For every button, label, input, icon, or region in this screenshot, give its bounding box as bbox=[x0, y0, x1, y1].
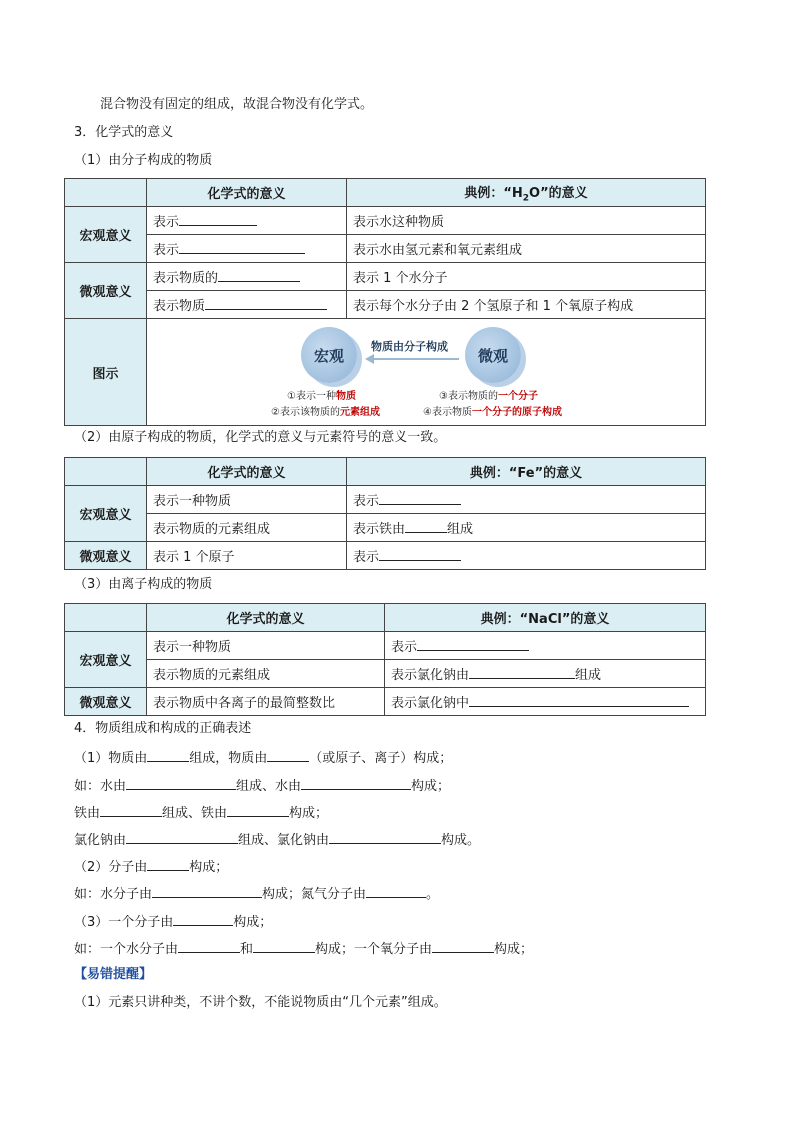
table-header-row bbox=[65, 458, 706, 486]
intro-line: 混合物没有固定的组成，故混合物没有化学式。 bbox=[100, 97, 374, 112]
fill-blank[interactable] bbox=[179, 211, 257, 226]
table-row: 微观意义 表示 1 个原子 表示 bbox=[65, 542, 706, 570]
table-row: 表示 表示水由氢元素和氧元素组成 bbox=[65, 235, 706, 263]
macro-bubble: 宏观 bbox=[301, 327, 357, 383]
header-example: 典例：“$H_2O$”的意义 bbox=[347, 179, 706, 207]
macro-label: 宏观意义 bbox=[65, 632, 147, 688]
table-row: 微观意义 表示物质中各离子的最简整数比 表示氯化钠中 bbox=[65, 688, 706, 716]
statement-line-2: 如：水由 组成、水由 构成； bbox=[74, 775, 450, 797]
header-example: 典例：“Fe”的意义 bbox=[347, 458, 706, 486]
fill-blank[interactable] bbox=[417, 636, 529, 651]
arrow-label: 物质由分子构成 bbox=[371, 340, 448, 353]
left-arrow-icon bbox=[365, 353, 461, 365]
fill-blank[interactable] bbox=[405, 518, 447, 533]
fill-blank[interactable] bbox=[126, 775, 236, 790]
sub-1-title: （1）由分子构成的物质 bbox=[74, 153, 213, 168]
fill-blank[interactable] bbox=[366, 883, 426, 898]
fill-blank[interactable] bbox=[379, 546, 461, 561]
common-mistake-title: 【易错提醒】 bbox=[74, 967, 153, 982]
section-4-title: 4．物质组成和构成的正确表述 bbox=[74, 721, 252, 736]
fill-blank[interactable] bbox=[379, 490, 461, 505]
macro-caption-2: ②表示该物质的元素组成 bbox=[271, 407, 380, 418]
statement-line-1: （1）物质由 组成，物质由 （或原子、离子）构成； bbox=[74, 747, 452, 769]
fill-blank[interactable] bbox=[469, 664, 575, 679]
fill-blank[interactable] bbox=[173, 911, 233, 926]
fill-blank[interactable] bbox=[147, 747, 189, 762]
fill-blank[interactable] bbox=[178, 938, 240, 953]
micro-caption-1: ③表示物质的一个分子 bbox=[439, 391, 538, 402]
statement-line-5: （2）分子由 构成； bbox=[74, 856, 228, 878]
fill-blank[interactable] bbox=[267, 747, 309, 762]
statement-line-3: 铁由 组成、铁由 构成； bbox=[74, 802, 328, 824]
fill-blank[interactable] bbox=[218, 267, 300, 282]
statement-line-4: 氯化钠由 组成、氯化钠由 构成。 bbox=[74, 829, 480, 851]
sub-3-title: （3）由离子构成的物质 bbox=[74, 577, 213, 592]
header-meaning: 化学式的意义 bbox=[147, 179, 347, 207]
diagram-label: 图示 bbox=[65, 319, 147, 426]
micro-caption-2: ④表示物质一个分子的原子构成 bbox=[423, 407, 562, 418]
macro-label: 宏观意义 bbox=[65, 486, 147, 542]
header-meaning: 化学式的意义 bbox=[147, 604, 385, 632]
fill-blank[interactable] bbox=[152, 883, 262, 898]
common-mistake-line: （1）元素只讲种类，不讲个数，不能说物质由“几个元素”组成。 bbox=[74, 995, 447, 1010]
table-row: 宏观意义 表示 表示水这种物质 bbox=[65, 207, 706, 235]
fill-blank[interactable] bbox=[179, 239, 305, 254]
table-header-row bbox=[65, 179, 706, 207]
fill-blank[interactable] bbox=[126, 829, 238, 844]
atom-table bbox=[64, 457, 706, 570]
micro-label: 微观意义 bbox=[65, 542, 147, 570]
fill-blank[interactable] bbox=[253, 938, 315, 953]
table-row bbox=[65, 319, 706, 426]
macro-micro-diagram bbox=[147, 319, 705, 425]
table-row: 宏观意义 表示一种物质 表示 bbox=[65, 632, 706, 660]
micro-bubble: 微观 bbox=[465, 327, 521, 383]
fill-blank[interactable] bbox=[301, 775, 411, 790]
fill-blank[interactable] bbox=[329, 829, 441, 844]
molecule-table bbox=[64, 178, 706, 426]
micro-label: 微观意义 bbox=[65, 688, 147, 716]
fill-blank[interactable] bbox=[469, 692, 689, 707]
table-row: 表示物质的元素组成 表示氯化钠由 组成 bbox=[65, 660, 706, 688]
header-meaning: 化学式的意义 bbox=[147, 458, 347, 486]
fill-blank[interactable] bbox=[147, 856, 189, 871]
fill-blank[interactable] bbox=[205, 295, 327, 310]
fill-blank[interactable] bbox=[227, 802, 289, 817]
macro-label: 宏观意义 bbox=[65, 207, 147, 263]
statement-line-8: 如：一个水分子由 和 构成；一个氧分子由 构成； bbox=[74, 938, 533, 960]
statement-line-7: （3）一个分子由 构成； bbox=[74, 911, 272, 933]
table-header-row bbox=[65, 604, 706, 632]
micro-label: 微观意义 bbox=[65, 263, 147, 319]
fill-blank[interactable] bbox=[100, 802, 162, 817]
ion-table bbox=[64, 603, 706, 716]
statement-line-6: 如：水分子由 构成；氮气分子由 。 bbox=[74, 883, 439, 905]
table-row: 表示物质 表示每个水分子由 2 个氢原子和 1 个氧原子构成 bbox=[65, 291, 706, 319]
fill-blank[interactable] bbox=[432, 938, 494, 953]
table-row: 微观意义 表示物质的 表示 1 个水分子 bbox=[65, 263, 706, 291]
table-row: 宏观意义 表示一种物质 表示 bbox=[65, 486, 706, 514]
sub-2-title: （2）由原子构成的物质，化学式的意义与元素符号的意义一致。 bbox=[74, 430, 447, 445]
table-row: 表示物质的元素组成 表示铁由 组成 bbox=[65, 514, 706, 542]
section-3-title: 3．化学式的意义 bbox=[74, 125, 174, 140]
macro-caption-1: ①表示一种物质 bbox=[287, 391, 356, 402]
header-example: 典例：“NaCl”的意义 bbox=[385, 604, 706, 632]
